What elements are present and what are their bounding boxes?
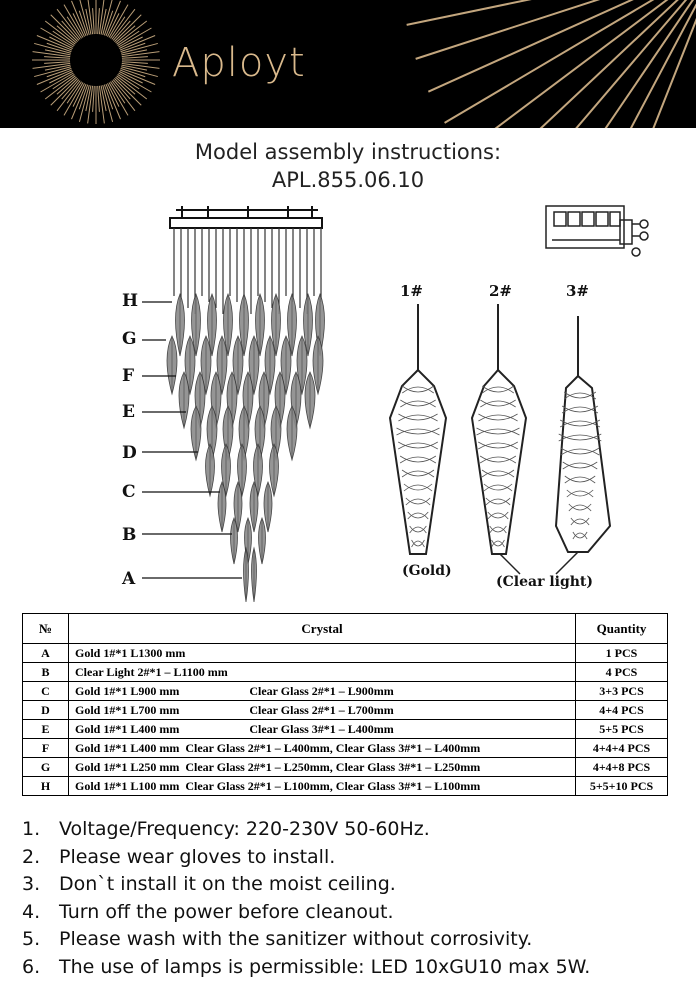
brand-name: Aployt [172,40,306,86]
caption-gold: (Gold) [402,563,452,579]
note-item [22,871,590,899]
note-text: The use of lamps is permissible: LED 10xGU10 max 5W. [59,955,591,978]
table-row [23,739,668,758]
row-description [69,682,576,701]
description-primary: Gold 1#*1 L700 mm [75,702,180,717]
crystal-type-1-drawing [390,304,446,554]
description-secondary: Clear Glass 2#*1 – L900mm [249,683,394,698]
crystal-label-1: 1# [400,282,424,300]
level-label-a: A [122,569,136,589]
model-number: APL.855.06.10 [271,168,425,192]
description-secondary: Clear Glass 2#*1 – L700mm [249,702,394,717]
assembly-drawing [0,196,696,608]
row-quantity: 3+3 PCS [576,682,668,701]
description-primary: Gold 1#*1 L400 mm [75,721,180,736]
description-primary: Gold 1#*1 L100 mm [75,778,180,793]
description-secondary: Clear Glass 3#*1 – L400mm [249,721,394,736]
row-description [69,739,576,758]
crystal-label-2: 2# [489,282,513,300]
note-number: 2. [22,845,41,868]
sunburst-logo-icon [32,0,160,124]
crystal-label-3: 3# [566,282,590,300]
row-code: D [23,701,69,720]
row-quantity: 4+4+8 PCS [576,758,668,777]
description-primary: Gold 1#*1 L1300 mm [75,645,186,660]
level-label-f: F [122,366,135,386]
description-primary: Gold 1#*1 L250 mm [75,759,180,774]
header-banner [0,0,696,128]
note-number: 5. [22,928,41,950]
row-description [69,701,576,720]
row-quantity: 5+5 PCS [576,720,668,739]
crystal-cascade [167,294,325,602]
note-text: Please wash with the sanitizer without corrosivity. [59,928,533,950]
note-number: 6. [22,955,41,978]
table-header-row [23,614,668,644]
installation-notes [22,816,590,981]
row-quantity: 5+5+10 PCS [576,777,668,796]
row-description [69,720,576,739]
row-quantity: 1 PCS [576,644,668,663]
note-item [22,954,590,982]
page-title: Model assembly instructions: [194,140,502,164]
row-code: B [23,663,69,682]
table-row [23,758,668,777]
note-text: Turn off the power before cleanout. [59,900,394,923]
description-secondary: Clear Glass 2#*1 – L250mm, Clear Glass 3#*1 – L250mm [185,759,481,774]
wiring-terminal-icon [546,206,648,256]
level-label-e: E [122,402,135,422]
description-primary: Clear Light 2#*1 – L1100 mm [75,664,228,679]
crystal-type-2-drawing [472,304,526,554]
row-quantity: 4+4+4 PCS [576,739,668,758]
level-label-c: C [122,482,136,502]
note-number: 1. [22,818,41,840]
row-code: A [23,644,69,663]
description-secondary: Clear Glass 2#*1 – L400mm, Clear Glass 3#*1 – L400mm [185,740,481,755]
note-text: Don`t install it on the moist ceiling. [59,873,396,895]
level-label-h: H [122,291,139,311]
row-code: H [23,777,69,796]
row-code: G [23,758,69,777]
table-row [23,777,668,796]
row-code: C [23,682,69,701]
ceiling-canopy [170,206,322,228]
row-description [69,644,576,663]
header-number: № [23,614,69,644]
level-label-g: G [122,329,137,349]
row-code: F [23,739,69,758]
table-row [23,682,668,701]
note-item [22,816,590,844]
note-item [22,899,590,927]
crystal-spec-table [22,613,668,796]
crystal-type-3-drawing [556,316,610,552]
note-item [22,844,590,872]
description-secondary: Clear Glass 2#*1 – L100mm, Clear Glass 3#*1 – L100mm [185,778,481,793]
title-block [0,138,696,194]
row-code: E [23,720,69,739]
row-description [69,758,576,777]
level-label-b: B [122,525,137,545]
table-row [23,720,668,739]
banner-graphics [0,0,696,128]
note-text: Voltage/Frequency: 220-230V 50-60Hz. [59,818,430,840]
row-quantity: 4 PCS [576,663,668,682]
table-row [23,663,668,682]
header-crystal: Crystal [69,614,576,644]
caption-clear-light: (Clear light) [496,574,594,590]
row-description [69,663,576,682]
table-row [23,644,668,663]
row-quantity: 4+4 PCS [576,701,668,720]
note-text: Please wear gloves to install. [59,845,336,868]
note-number: 3. [22,873,41,895]
level-label-d: D [122,443,137,463]
description-primary: Gold 1#*1 L400 mm [75,740,180,755]
description-primary: Gold 1#*1 L900 mm [75,683,180,698]
note-number: 4. [22,900,41,923]
row-description [69,777,576,796]
table-row [23,701,668,720]
corner-rays-decoration [400,0,696,128]
note-item [22,926,590,954]
header-quantity: Quantity [576,614,668,644]
